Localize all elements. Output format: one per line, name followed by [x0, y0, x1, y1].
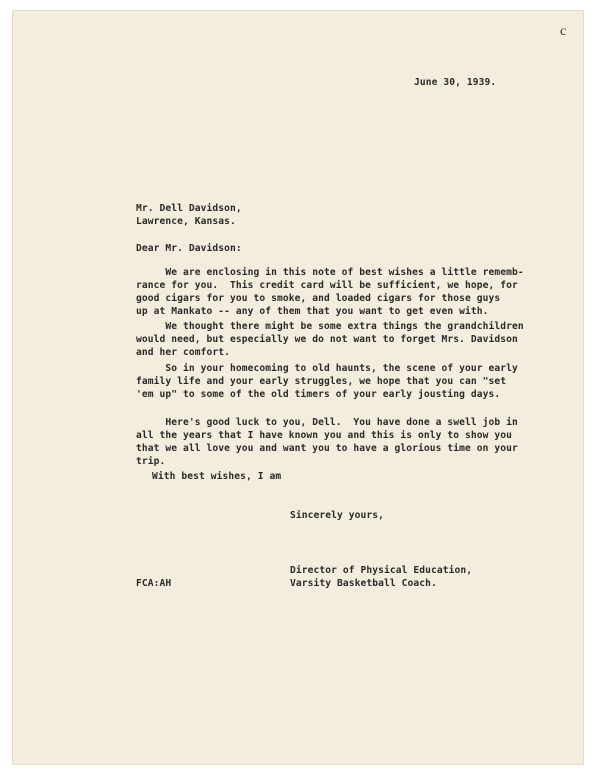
letter-date: June 30, 1939. — [414, 77, 497, 88]
paragraph-4: Here's good luck to you, Dell. You have done a swell job in all the years that I have known you and this is only to show you that we all love you and want you to have a glorious time on your trip. — [136, 417, 518, 467]
corner-mark: c — [560, 24, 567, 39]
paragraph-2: We thought there might be some extra things the grandchildren would need, but especially we do not want to forget Mrs. Davidson and her comfort. — [136, 321, 524, 358]
closing-line: With best wishes, I am — [152, 471, 282, 482]
letter-body — [12, 10, 584, 765]
recipient-location: Lawrence, Kansas. — [136, 216, 236, 227]
signer-title-1: Director of Physical Education, — [290, 565, 473, 576]
salutation: Dear Mr. Davidson: — [136, 243, 242, 254]
signer-title-2: Varsity Basketball Coach. — [290, 578, 437, 589]
paragraph-1: We are enclosing in this note of best wishes a little rememb- rance for you. This credit card will be sufficient, we hope, for good cigars for you to smoke, and loaded cigars for those guys up at Mankato -- any of them that you want to get even with. — [136, 267, 524, 317]
paragraph-3: So in your homecoming to old haunts, the scene of your early family life and your early struggles, we hope that you can "set 'em up" to some of the old timers of your early jousting days. — [136, 363, 518, 400]
sign-off: Sincerely yours, — [290, 510, 385, 521]
letter-page — [12, 10, 584, 765]
recipient-name: Mr. Dell Davidson, — [136, 203, 242, 214]
reference-initials: FCA:AH — [136, 578, 172, 589]
